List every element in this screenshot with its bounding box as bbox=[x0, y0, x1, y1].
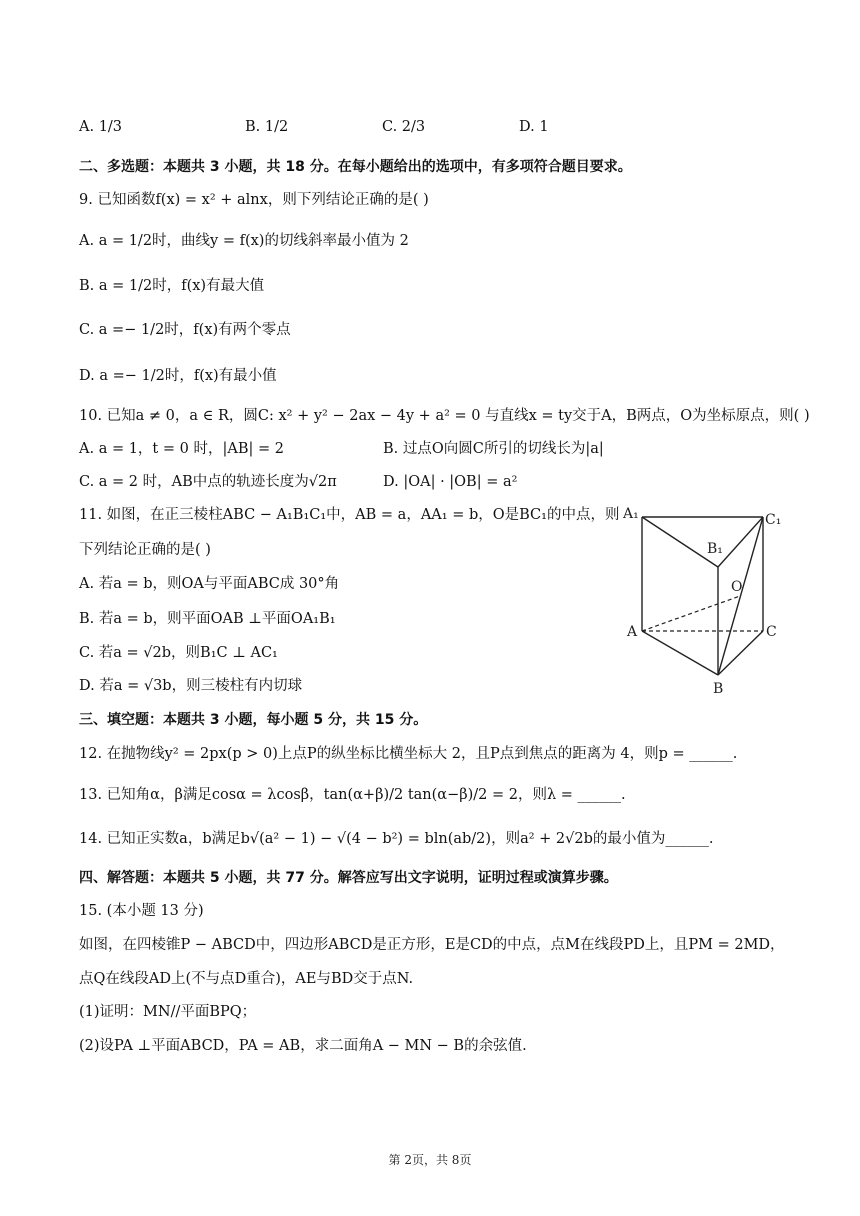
q8-option-c: C. 2/3 bbox=[382, 119, 426, 135]
prism-figure bbox=[615, 500, 795, 700]
q10-option-a: A. a = 1，t = 0 时，|AB| = 2 bbox=[79, 441, 284, 457]
page-footer: 第 2页，共 8页 bbox=[388, 1153, 472, 1167]
q11-option-b: B. 若a = b，则平面OAB ⊥平面OA₁B₁ bbox=[79, 611, 336, 627]
label-o: O bbox=[731, 579, 743, 595]
section3-heading: 三、填空题：本题共 3 小题，每小题 5 分，共 15 分。 bbox=[79, 712, 428, 728]
q11-option-a: A. 若a = b，则OA与平面ABC成 30°角 bbox=[79, 576, 340, 592]
label-b: B bbox=[713, 681, 724, 697]
q11-stem-line1: 11. 如图，在正三棱柱ABC − A₁B₁C₁中，AB = a，AA₁ = b，O是BC₁的中点，则 bbox=[79, 507, 620, 523]
label-a1: A₁ bbox=[623, 506, 639, 522]
q13: 13. 已知角α，β满足cosα = λcosβ，tan(α+β)/2 tan(α−β)/2 = 2，则λ = ______. bbox=[79, 787, 626, 803]
q9-option-d: D. a =− 1/2时，f(x)有最小值 bbox=[79, 368, 277, 384]
q15-part2: (2)设PA ⊥平面ABCD，PA = AB，求二面角A − MN − B的余弦值. bbox=[79, 1038, 527, 1054]
q10-option-d: D. |OA| · |OB| = a² bbox=[383, 474, 518, 490]
q8-option-d: D. 1 bbox=[519, 119, 549, 135]
q11-stem-line2: 下列结论正确的是( ) bbox=[79, 542, 211, 558]
hidden-edge-ao bbox=[642, 596, 740, 631]
q9-option-c: C. a =− 1/2时，f(x)有两个零点 bbox=[79, 322, 291, 338]
section4-heading: 四、解答题：本题共 5 小题，共 77 分。解答应写出文字说明，证明过程或演算步骤。 bbox=[79, 870, 618, 886]
q9-option-a: A. a = 1/2时，曲线y = f(x)的切线斜率最小值为 2 bbox=[79, 233, 409, 249]
label-b1: B₁ bbox=[707, 541, 723, 557]
q9-option-b: B. a = 1/2时，f(x)有最大值 bbox=[79, 278, 265, 294]
q14: 14. 已知正实数a，b满足b√(a² − 1) − √(4 − b²) = bln(ab/2)，则a² + 2√2b的最小值为______. bbox=[79, 831, 714, 847]
q12: 12. 在抛物线y² = 2px(p > 0)上点P的纵坐标比横坐标大 2，且P点到焦点的距离为 4，则p = ______. bbox=[79, 746, 738, 762]
edge-bc1 bbox=[718, 517, 763, 675]
label-c: C bbox=[766, 624, 777, 640]
q10-option-c: C. a = 2 时，AB中点的轨迹长度为√2π bbox=[79, 474, 337, 490]
label-a: A bbox=[627, 624, 638, 640]
q8-option-b: B. 1/2 bbox=[245, 119, 289, 135]
q10-stem: 10. 已知a ≠ 0，a ∈ R，圆C: x² + y² − 2ax − 4y + a² = 0 与直线x = ty交于A，B两点，O为坐标原点，则( ) bbox=[79, 408, 810, 424]
q9-stem: 9. 已知函数f(x) = x² + alnx，则下列结论正确的是( ) bbox=[79, 192, 429, 208]
q11-option-c: C. 若a = √2b，则B₁C ⊥ AC₁ bbox=[79, 645, 278, 661]
q8-option-a: A. 1/3 bbox=[79, 119, 123, 135]
q15-part1: (1)证明：MN//平面BPQ； bbox=[79, 1004, 257, 1020]
edge-ab bbox=[642, 631, 718, 675]
q15-title: 15. (本小题 13 分) bbox=[79, 903, 204, 919]
q15-body-line2: 点Q在线段AD上(不与点D重合)，AE与BD交于点N. bbox=[79, 971, 414, 987]
section2-heading: 二、多选题：本题共 3 小题，共 18 分。在每小题给出的选项中，有多项符合题目要求。 bbox=[79, 159, 632, 175]
q11-option-d: D. 若a = √3b，则三棱柱有内切球 bbox=[79, 678, 303, 694]
q15-body-line1: 如图，在四棱锥P − ABCD中，四边形ABCD是正方形，E是CD的中点，点M在线段PD上，且PM = 2MD， bbox=[79, 937, 785, 953]
q10-option-b: B. 过点O向圆C所引的切线长为|a| bbox=[383, 441, 604, 457]
label-c1: C₁ bbox=[765, 512, 782, 528]
